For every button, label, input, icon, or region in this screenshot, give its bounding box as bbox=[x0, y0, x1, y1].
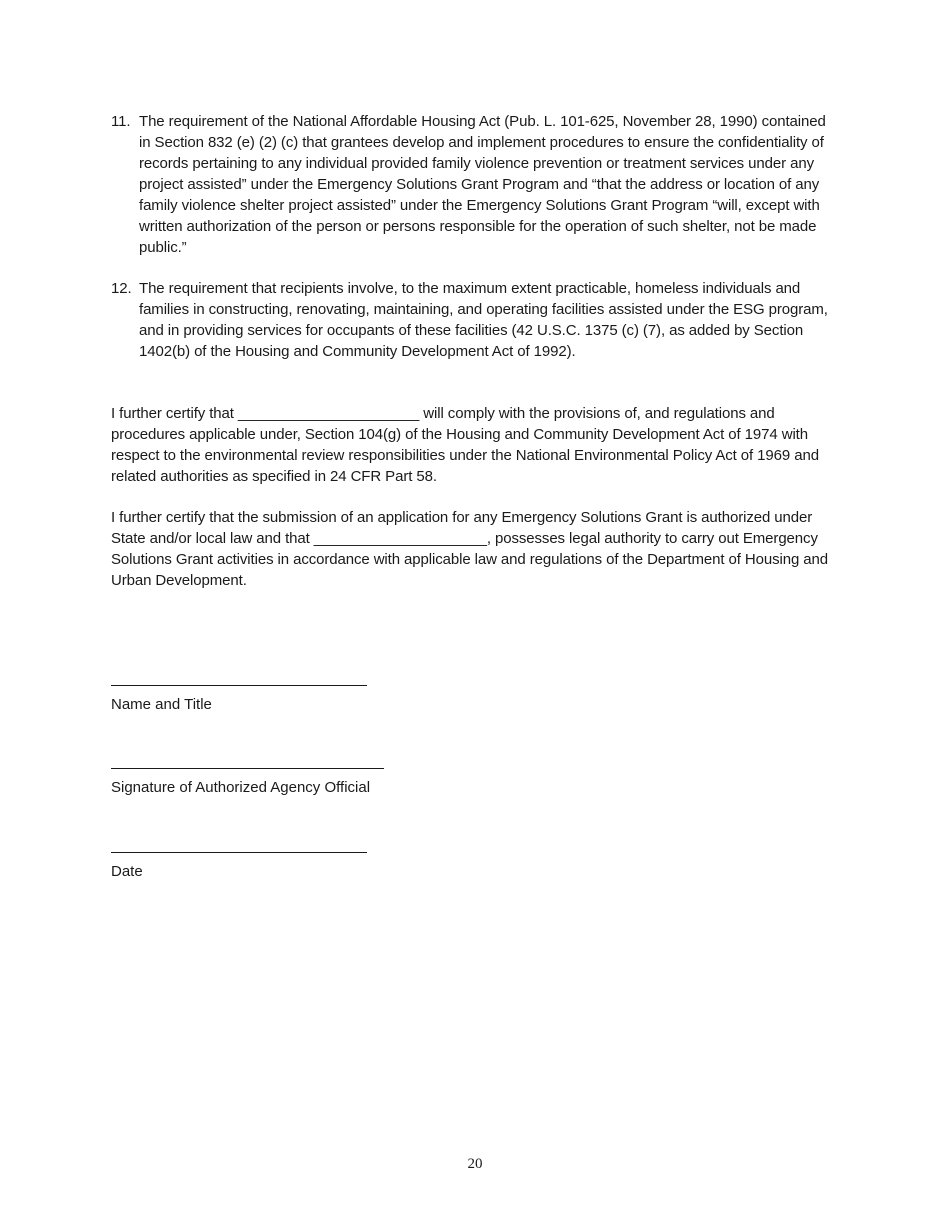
list-item-number: 12. bbox=[111, 280, 132, 297]
name-title-label: Name and Title bbox=[111, 696, 212, 713]
list-item-text: The requirement of the National Affordable Housing Act (Pub. L. 101-625, November 28, 1990) contained in Section 832 (e) (2) (c) that grantees develop and implement procedures to ensure the confidentiality of records pertaining to any individual provided family violence prevention or treatment services under any project assisted” under the Emergency Solutions Grant Program and “that the address or location of any family violence shelter project assisted” under the Emergency Solutions Grant Program “will, except with written authorization of the person or persons responsible for the operation of such shelter, not be made public.” bbox=[139, 113, 826, 256]
signature-line[interactable] bbox=[111, 768, 384, 769]
page-number: 20 bbox=[467, 1156, 483, 1172]
environmental-certification-paragraph: I further certify that ______________________ will comply with the provisions of, and regulations and procedures applicable under, Section 104(g) of the Housing and Community Development Act of 1974 with respect to the environmental review responsibilities under the National Environmental Policy Act of 1969 and related authorities as specified in 24 CFR Part 58. bbox=[111, 405, 819, 485]
signature-block bbox=[111, 768, 384, 798]
list-item-12 bbox=[111, 278, 841, 362]
name-title-block bbox=[111, 685, 367, 715]
date-label: Date bbox=[111, 863, 143, 880]
legal-authority-paragraph: I further certify that the submission of an application for any Emergency Solutions Grant is authorized under State and/or local law and that _____________________, possesses legal authority to carry out Emergency Solutions Grant activities in accordance with applicable law and regulations of the Department of Housing and Urban Development. bbox=[111, 509, 829, 589]
signature-label: Signature of Authorized Agency Official bbox=[111, 779, 371, 796]
name-title-line[interactable] bbox=[111, 685, 367, 686]
date-line[interactable] bbox=[111, 852, 367, 853]
date-block bbox=[111, 852, 367, 882]
list-item-number: 11. bbox=[111, 113, 131, 130]
list-item-11 bbox=[111, 111, 841, 258]
list-item-text: The requirement that recipients involve, to the maximum extent practicable, homeless individuals and families in constructing, renovating, maintaining, and operating facilities assisted under the ESG program, and in providing services for occupants of these facilities (42 U.S.C. 1375 (c) (7), as added by Section 1402(b) of the Housing and Community Development Act of 1992). bbox=[139, 280, 828, 360]
